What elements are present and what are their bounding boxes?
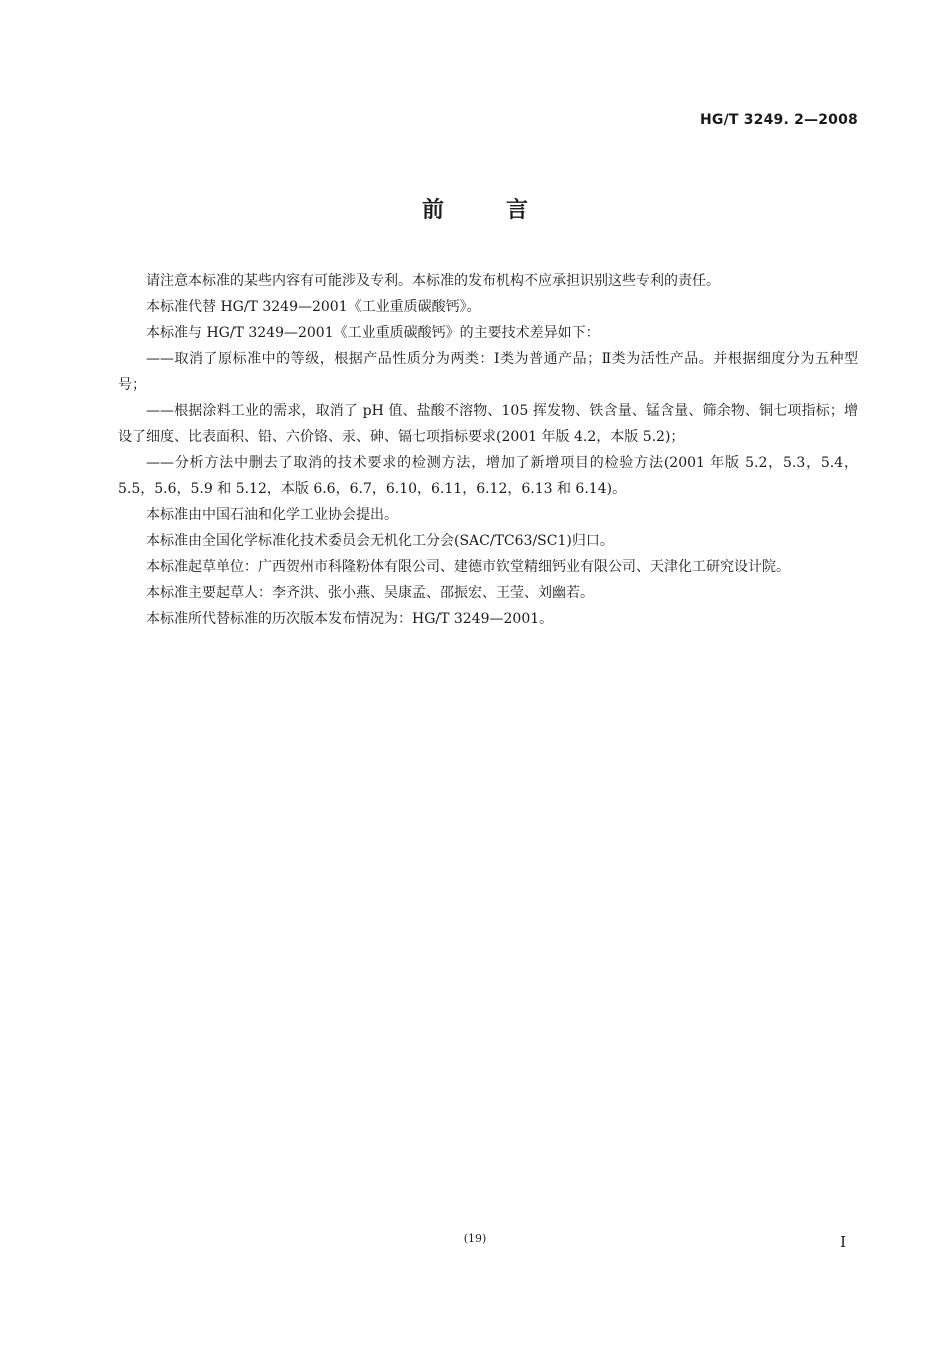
standard-code: HG/T 3249. 2—2008	[699, 112, 858, 128]
paragraph-differences-intro: 本标准与 HG/T 3249—2001《工业重质碳酸钙》的主要技术差异如下：	[146, 325, 600, 341]
paragraph-administered-by: 本标准由全国化学标准化技术委员会无机化工分会(SAC/TC63/SC1)归口。	[146, 533, 614, 549]
paragraph-drafters: 本标准主要起草人：李齐洪、张小燕、吴康孟、邵振宏、王莹、刘幽若。	[146, 585, 594, 601]
paragraph-patent-notice: 请注意本标准的某些内容有可能涉及专利。本标准的发布机构不应承担识别这些专利的责任。	[146, 273, 720, 289]
paragraph-proposed-by: 本标准由中国石油和化学工业协会提出。	[146, 507, 398, 523]
paragraph-edition-history: 本标准所代替标准的历次版本发布情况为：HG/T 3249—2001。	[146, 611, 554, 627]
page-number: (19)	[463, 1232, 487, 1245]
roman-page-number: I	[840, 1233, 846, 1251]
paragraph-difference-3: ——分析方法中删去了取消的技术要求的检测方法，增加了新增项目的检验方法(2001 年版 5.2，5.3，5.4，5.5，5.6，5.9 和 5.12，本版 6.6，6.7，6.10，6.11，6.12，6.13 和 6.14)。	[118, 455, 858, 497]
title-char-1: 前	[421, 198, 444, 223]
paragraph-drafting-units: 本标准起草单位：广西贺州市科隆粉体有限公司、建德市钦堂精细钙业有限公司、天津化工研究设计院。	[146, 559, 790, 575]
foreword-body	[118, 268, 858, 632]
paragraph-difference-2: ——根据涂料工业的需求，取消了 pH 值、盐酸不溶物、105 挥发物、铁含量、锰含量、筛余物、铜七项指标；增设了细度、比表面积、铅、六价铬、汞、砷、镉七项指标要求(2001 年版 4.2，本版 5.2)；	[118, 403, 858, 445]
paragraph-difference-1: ——取消了原标准中的等级，根据产品性质分为两类：Ⅰ类为普通产品；Ⅱ类为活性产品。并根据细度分为五种型号；	[118, 351, 858, 393]
page-title	[0, 193, 950, 224]
title-char-2: 言	[506, 198, 529, 223]
paragraph-replaces: 本标准代替 HG/T 3249—2001《工业重质碳酸钙》。	[146, 299, 481, 315]
